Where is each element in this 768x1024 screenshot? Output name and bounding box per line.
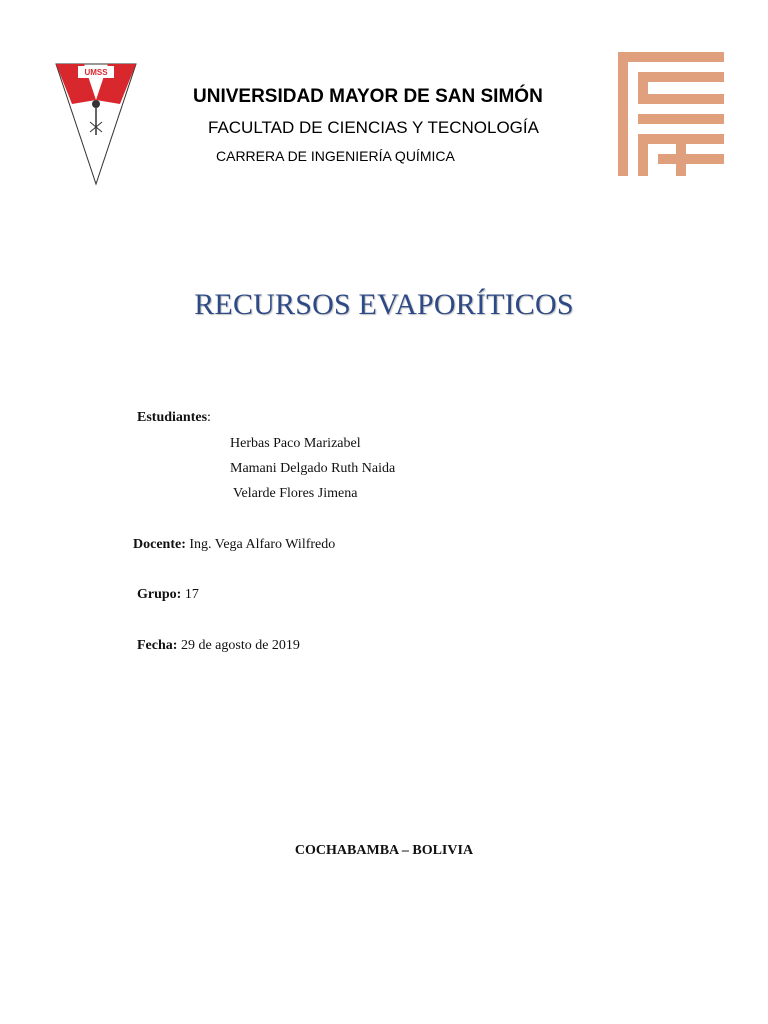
docente-value: Ing. Vega Alfaro Wilfredo xyxy=(189,537,336,552)
student-name: Velarde Flores Jimena xyxy=(233,486,358,501)
location: COCHABAMBA – BOLIVIA xyxy=(294,843,474,858)
student-name: Mamani Delgado Ruth Naida xyxy=(230,461,396,476)
students-label: Estudiantes: xyxy=(137,410,211,425)
grupo-line xyxy=(137,587,199,603)
umss-logo-text: UMSS xyxy=(84,68,108,77)
fcyt-logo xyxy=(616,50,726,178)
fecha-value: 29 de agosto de 2019 xyxy=(180,638,300,653)
faculty-name: FACULTAD DE CIENCIAS Y TECNOLOGÍA xyxy=(208,118,539,137)
umss-logo xyxy=(52,60,140,188)
career-name: CARRERA DE INGENIERÍA QUÍMICA xyxy=(216,148,455,164)
docente-label: Docente: xyxy=(133,537,186,552)
university-name: UNIVERSIDAD MAYOR DE SAN SIMÓN xyxy=(193,86,543,107)
grupo-value: 17 xyxy=(184,587,199,602)
fecha-label: Fecha: xyxy=(137,638,178,653)
document-title: RECURSOS EVAPORÍTICOS xyxy=(194,288,574,321)
docente-line xyxy=(133,537,335,553)
fecha-line xyxy=(137,638,300,654)
grupo-label: Grupo: xyxy=(137,587,182,602)
student-name: Herbas Paco Marizabel xyxy=(230,436,361,451)
